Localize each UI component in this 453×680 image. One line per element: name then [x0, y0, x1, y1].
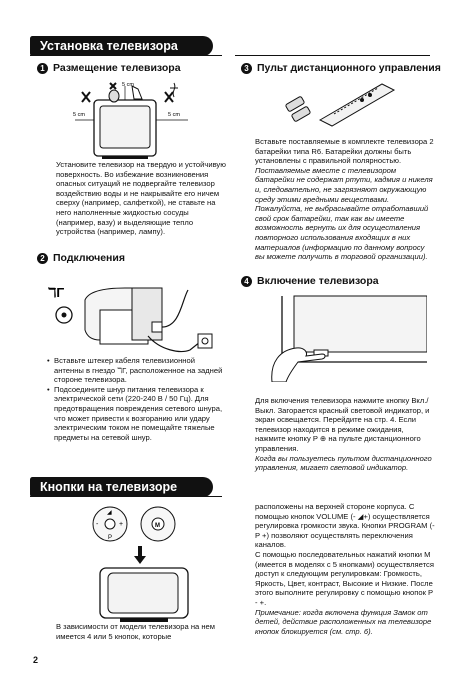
keypad-bottom-symbol: P [108, 535, 113, 541]
section-title: Кнопки на телевизоре [40, 480, 178, 494]
step-number: 2 [37, 253, 48, 264]
tv-keypad-illustration [90, 500, 225, 625]
note: Поставляемые вместе с телевизором батарейки не содержат ртути, кадмия и никеля и, следовательно, не загрязняют окружающую среду этими вредными веществами. Пожалуйста, не выбрасывайте отработавший свой срок батарейки, так как вы имеете возможность вернуть их для осуществления повторного использования входящих в них материалов (информацию по данному вопросу вы можете получить в торговой организации). [255, 165, 433, 262]
placement-heading [37, 62, 181, 75]
divider [30, 496, 222, 497]
paragraph: Для включения телевизора нажмите кнопку Вкл./Выкл. Загорается красный световой индикатор, и экран освещается. Перейдите на стр. 4. Если телевизор находится в режиме ожидания, нажмите кнопку P ⊕ на пульте дистанционного управления. [255, 396, 430, 453]
remote-batteries-illustration [282, 80, 402, 130]
dimension-label-right: 5 cm [168, 112, 180, 118]
page-number: 2 [33, 655, 39, 665]
tv-connection-illustration [40, 270, 225, 358]
keypad-center-symbol: M [155, 523, 160, 529]
step-number: 4 [241, 276, 252, 287]
keypad-left-symbol: - [96, 521, 99, 528]
bullet-power: • Подсоедините шнур питания телевизора к электрической сети (220-240 В / 50 Гц). Для предотвращения повреждения сетевого шнура, что может привести к возгоранию или удару электрическим током не помещайте тяжелые предметы на сетевой шнур. [47, 385, 225, 443]
paragraph: расположены на верхней стороне корпуса. С помощью кнопок VOLUME (- ◢+) осуществляется регулировка громкости звука. Кнопки PROGRAM (- P +) позволяют осуществлять переключения каналов. [255, 502, 435, 550]
section-banner-buttons [30, 477, 213, 497]
connections-text [47, 356, 225, 442]
heading-text: Подключения [53, 252, 125, 264]
paragraph: С помощью последовательных нажатий кнопки M (имеется в моделях с 5 кнопками) осуществляется доступ к следующим регулировкам: Громкость, Яркость, Цвет, контраст, Высокие и Низкие. После этого выполните регулировку с помощью кнопок P - +. [255, 549, 434, 607]
divider [30, 55, 222, 56]
paragraph: В зависимости от модели телевизора на нем имеется 4 или 5 кнопок, которые [56, 622, 216, 641]
keypad-top-symbol: ◢ [107, 510, 112, 516]
buttons-right-text [255, 502, 437, 636]
section-banner-installation [30, 36, 213, 56]
step-number: 3 [241, 63, 252, 74]
heading-text: Включение телевизора [257, 275, 379, 287]
connections-heading [37, 252, 125, 265]
remote-text [255, 137, 435, 262]
heading-text: Пульт дистанционного управления [257, 62, 441, 74]
section-title: Установка телевизора [40, 39, 178, 53]
step-number: 1 [37, 63, 48, 74]
bullet-antenna: • Вставьте штекер кабеля телевизионной антенны в гнездо ℸΓ, расположенное на задней стороне телевизора. [47, 356, 225, 385]
heading-text: Размещение телевизора [53, 62, 181, 74]
keypad-right-symbol: + [119, 521, 124, 528]
tv-placement-illustration [70, 78, 195, 160]
antenna-socket-symbol: ℸΓ [48, 285, 65, 300]
buttons-left-text [56, 622, 226, 641]
paragraph: Вставьте поставляемые в комплекте телевизора 2 батарейки типа R6. Батарейки должны быть установлены с правильной полярностью. [255, 137, 434, 166]
power-heading [241, 275, 379, 288]
remote-heading [241, 62, 441, 75]
divider [235, 55, 430, 56]
note: Когда вы пользуетесь пультом дистанционного управления, мигает световой индикатор. [255, 453, 432, 473]
note: Примечание: когда включена функция Замок от детей, действие расположенных на телевизоре кнопок блокируется (см. стр. 6). [255, 607, 432, 636]
dimension-label-left: 5 cm [73, 112, 85, 118]
paragraph: Установите телевизор на твердую и устойчивую поверхность. Во избежание возникновения опасных ситуаций не подвергайте телевизор воздействию воды и не накрывайте его ничем сверху (например, салфеткой), не ставьте на него наполненные жидкостью сосуды (например, вазу) и выделяющие тепло устройства (например, лампу). [56, 160, 226, 237]
dimension-label-top: 5 cm [122, 82, 134, 88]
power-text [255, 396, 435, 473]
power-on-illustration [262, 292, 427, 382]
placement-text [56, 160, 226, 237]
